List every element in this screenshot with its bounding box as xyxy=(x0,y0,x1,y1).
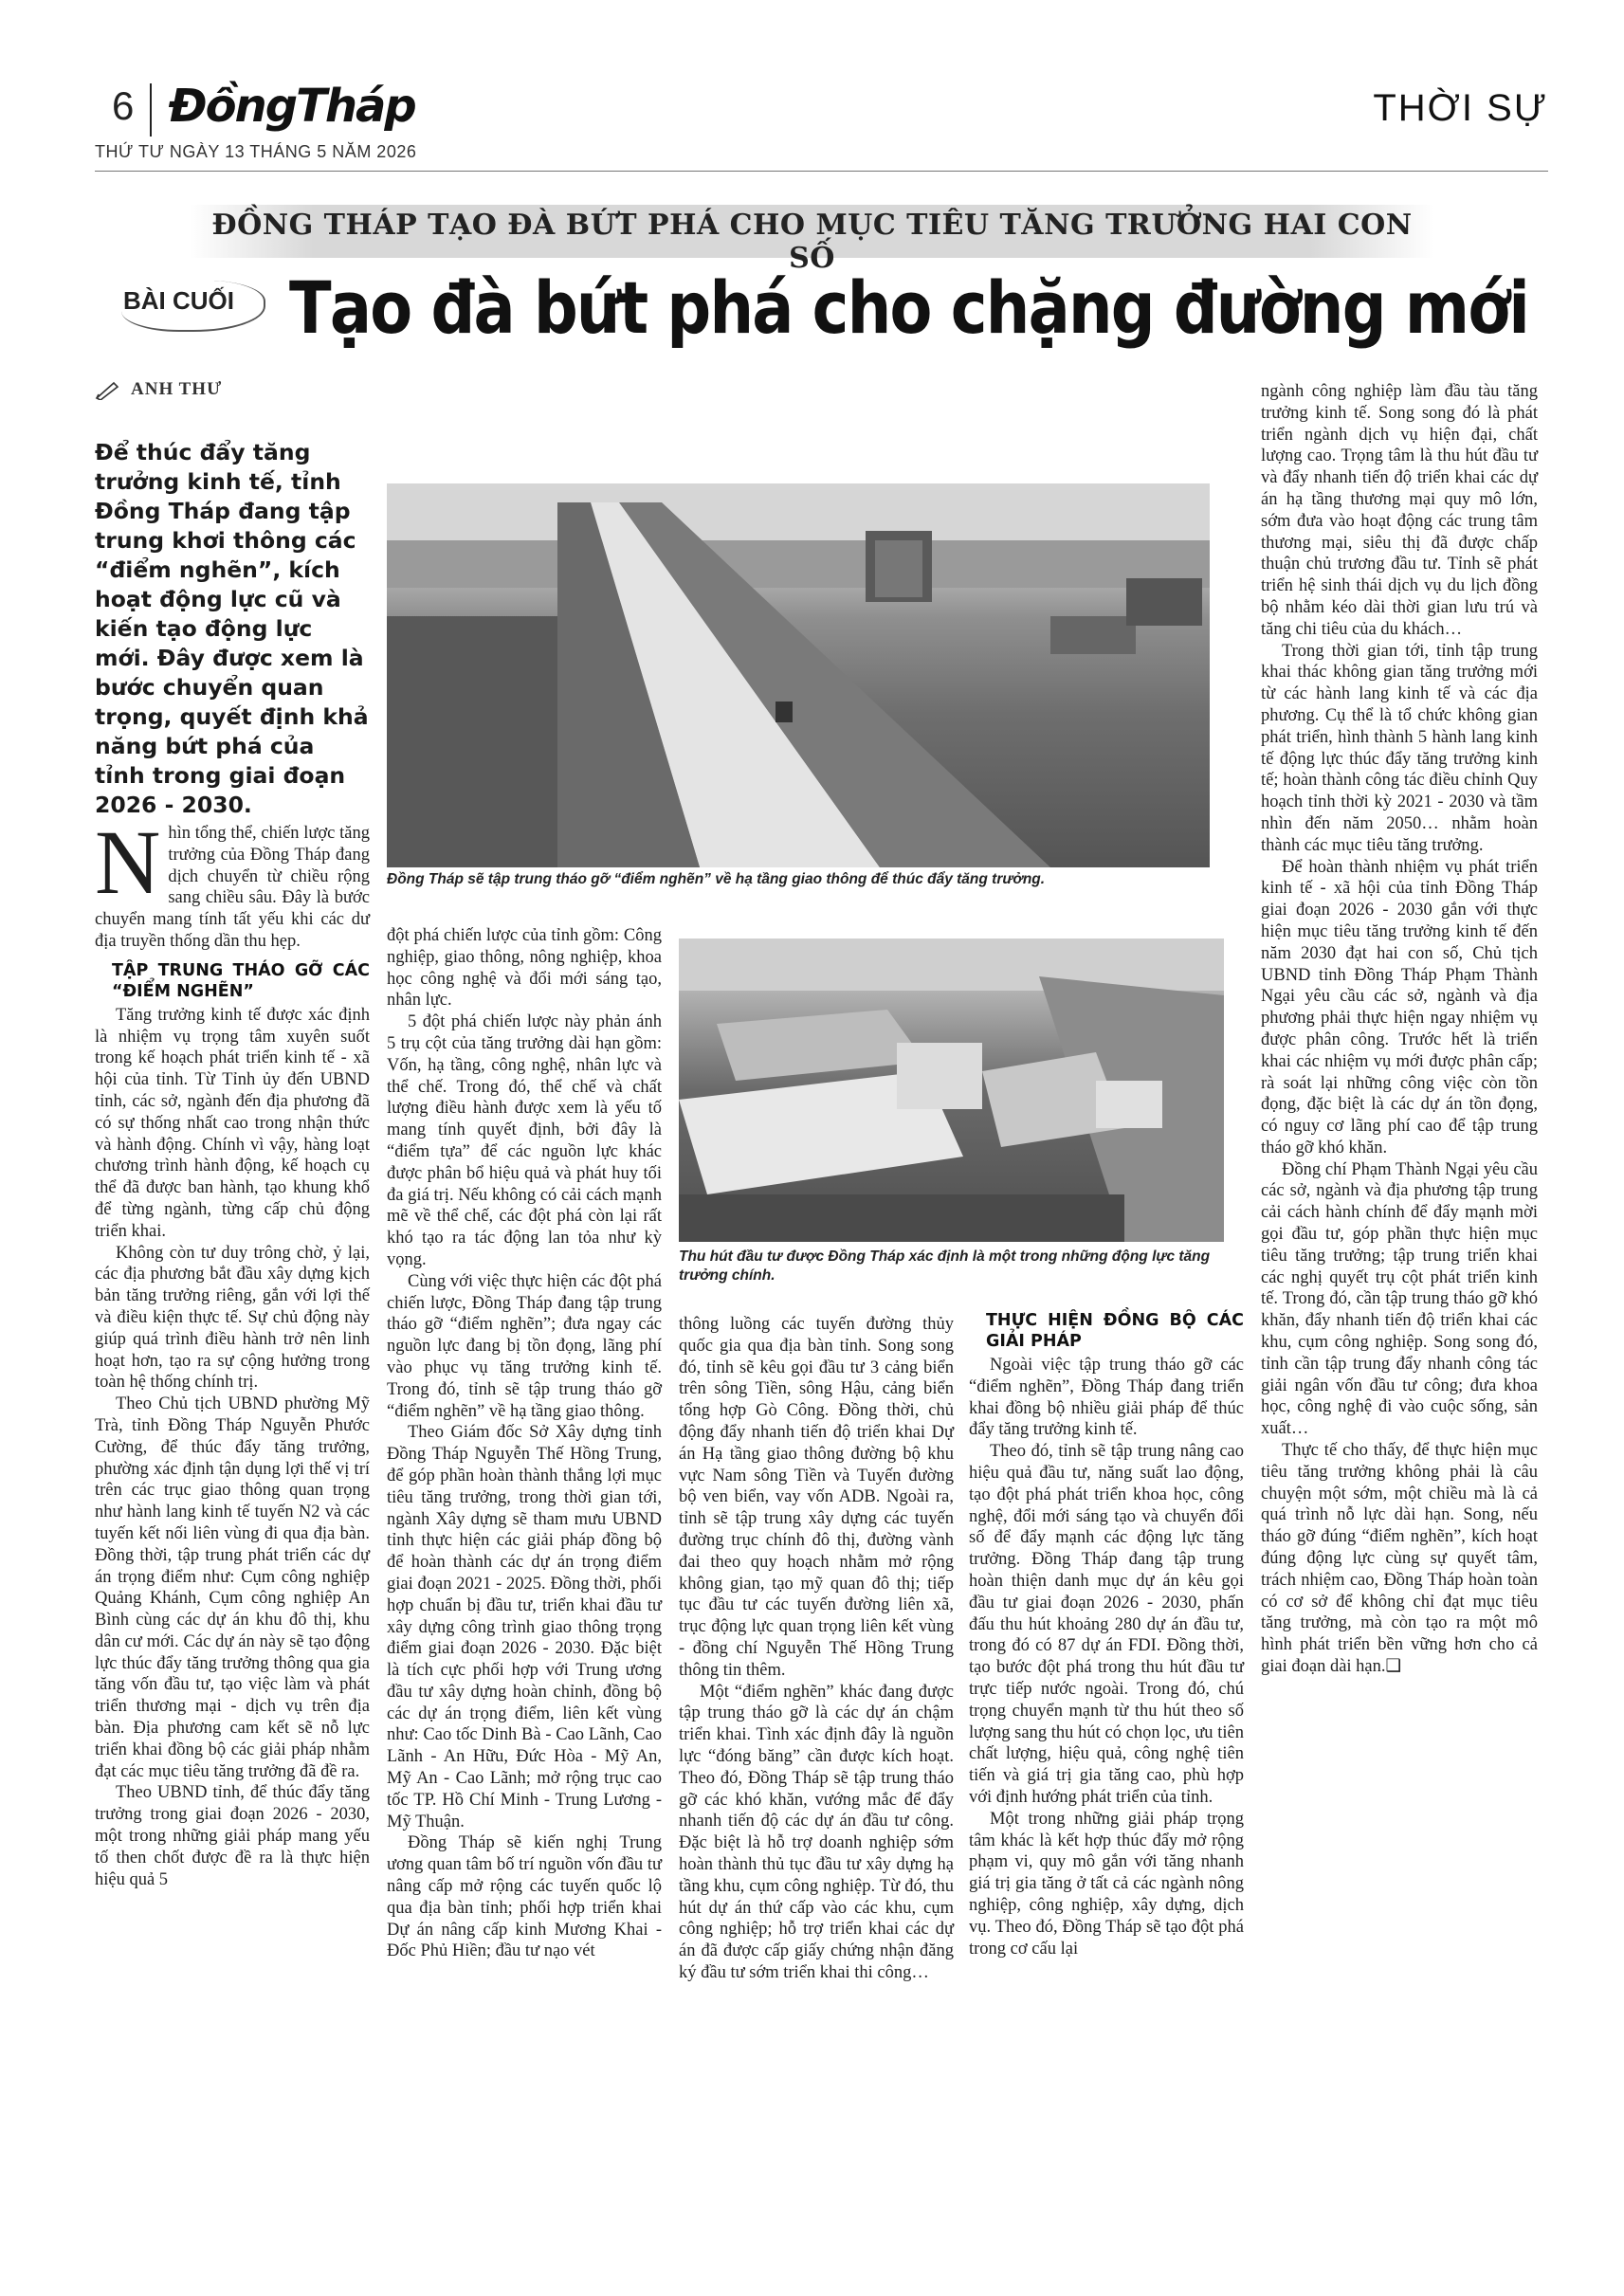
paragraph: 5 đột phá chiến lược này phản ánh 5 trụ cột của tăng trưởng dài hạn gồm: Vốn, hạ tầng, công nghệ, nhân lực và thể chế. Trong đó, thể chế và chất lượng điều hành được xem là yếu tố mang tính quyết định, bởi đây là “điểm tựa” để các nguồn lực khác được phân bổ hiệu quả và phát huy tối đa giá trị. Nếu không có cải cách mạnh mẽ về thể chế, các đột phá còn lại rất khó tạo ra tác động lan tỏa như kỳ vọng. xyxy=(387,1012,662,1269)
subhead-2: THỰC HIỆN ĐỒNG BỘ CÁC GIẢI PHÁP xyxy=(986,1311,1244,1351)
section-title: THỜI SỰ xyxy=(1373,87,1548,129)
paragraph: Để hoàn thành nhiệm vụ phát triển kinh tế - xã hội của tỉnh Đồng Tháp giai đoạn 2026 - 2030 gắn với thực hiện mục tiêu tăng trưởng kinh tế đến năm 2030 đạt hai con số, Chủ tịch UBND tỉnh Đồng Tháp Phạm Thành Ngại yêu cầu các sở, ngành và địa phương phải thực hiện ngay nhiệm vụ được phân công. Trước hết là triển khai các nhiệm vụ mới được phân cấp; rà soát lại những công việc còn tồn đọng, đặc biệt là các dự án tồn đọng, có nguy cơ lãng phí cao để tập trung tháo gỡ khó khăn. xyxy=(1261,857,1538,1157)
header-rule xyxy=(95,171,1548,172)
paragraph: đột phá chiến lược của tỉnh gồm: Công nghiệp, giao thông, nông nghiệp, khoa học công nghệ và đổi mới sáng tạo, nhân lực. xyxy=(387,926,662,1011)
paragraph: Theo Chủ tịch UBND phường Mỹ Trà, tỉnh Đồng Tháp Nguyễn Phước Cường, để thúc đẩy tăng trưởng, phường xác định tận dụng lợi thế vị trí trên các trục giao thông quan trọng như hành lang kinh tế tuyến N2 và các tuyến kết nối liên vùng đi qua địa bàn. Đồng thời, tập trung phát triển các dự án trọng điểm như: Cụm công nghiệp Quảng Khánh, Cụm công nghiệp An Bình cùng các dự án khu đô thị, khu dân cư mới. Các dự án này sẽ tạo động lực thúc đẩy tăng trưởng thông qua gia tăng vốn đầu tư, tạo việc làm và phát triển thương mại - dịch vụ trên địa bàn. Địa phương cam kết sẽ nỗ lực triển khai đồng bộ các giải pháp nhằm đạt các mục tiêu tăng trưởng đã đề ra. xyxy=(95,1394,370,1781)
road-photo-illustration xyxy=(387,483,1210,867)
series-label: BÀI CUỐI xyxy=(123,286,234,315)
photo-caption-road: Đồng Tháp sẽ tập trung tháo gỡ “điểm nghẽn” về hạ tầng giao thông để thúc đẩy tăng trưởng. xyxy=(387,871,1046,887)
paragraph: Một “điểm nghẽn” khác đang được tập trung tháo gỡ là các dự án chậm triển khai. Tình xác định đây là nguồn lực “đóng băng” cần được kích hoạt. Theo đó, Đồng Tháp sẽ tập trung tháo gỡ các khó khăn, vướng mắc để đẩy nhanh tiến độ các dự án đầu tư công. Đặc biệt là hỗ trợ doanh nghiệp sớm hoàn thành thủ tục đầu tư xây dựng hạ tầng khu, cụm công nghiệp. Từ đó, thu hút dự án thứ cấp vào các khu, cụm công nghiệp; hỗ trợ triển khai các dự án đã được cấp giấy chứng nhận đăng ký đầu tư sớm triển khai thi công… xyxy=(679,1682,954,1982)
column-3 xyxy=(679,1314,954,1984)
paragraph: Đồng Tháp sẽ kiến nghị Trung ương quan tâm bố trí nguồn vốn đầu tư nâng cấp mở rộng các tuyến quốc lộ qua địa bàn tỉnh; phối hợp triển khai Dự án nâng cấp kinh Mương Khai - Đốc Phủ Hiền; đầu tư nạo vét xyxy=(387,1833,662,1961)
header-divider xyxy=(150,83,152,137)
pen-icon xyxy=(95,379,121,400)
paragraph: ngành công nghiệp làm đầu tàu tăng trưởng kinh tế. Song song đó là phát triển ngành dịch vụ hiện đại, chất lượng cao. Trọng tâm là thu hút đầu tư và đẩy nhanh tiến độ triển khai các dự án hạ tầng thương mại quy mô lớn, sớm đưa vào hoạt động các trung tâm thương mại, siêu thị đã được chấp thuận chủ trương đầu tư. Tỉnh sẽ phát triển hệ sinh thái dịch vụ du lịch đồng bộ nhằm kéo dài thời gian lưu trú và tăng chi tiêu của du khách… xyxy=(1261,382,1538,639)
newspaper-logo: ĐồngTháp xyxy=(169,80,415,133)
paragraph: Tăng trưởng kinh tế được xác định là nhiệm vụ trọng tâm xuyên suốt trong kế hoạch phát triển kinh tế - xã hội của tỉnh. Từ Tỉnh ủy đến UBND tỉnh, các sở, ngành đến địa phương đã có sự thống nhất cao trong nhận thức và hành động. Chính vì vậy, hàng loạt chương trình hành động, kế hoạch cụ thể đã được ban hành, tạo khung khổ để từng ngành, từng cấp chủ động triển khai. xyxy=(95,1005,370,1241)
headline: Tạo đà bứt phá cho chặng đường mới xyxy=(289,265,1529,350)
paragraph: thông luồng các tuyến đường thủy quốc gia qua địa bàn tỉnh. Song song đó, tỉnh sẽ kêu gọi đầu tư 3 cảng biển trên sông Tiền, sông Hậu, cảng biển tổng hợp Gò Công. Đồng thời, chủ động đẩy nhanh tiến độ triển khai Dự án Hạ tầng giao thông đường bộ khu vực Nam sông Tiền và Tuyến đường bộ ven biển, vay vốn ADB. Ngoài ra, tỉnh sẽ tập trung xây dựng các tuyến đường trục chính đô thị, đường vành đai theo quy hoạch nhằm mở rộng không gian, tạo mỹ quan đô thị; tiếp tục đầu tư các tuyến đường liên xã, trục động lực quan trọng liên kết vùng - đồng chí Nguyễn Thế Hồng Trung thông tin thêm. xyxy=(679,1315,954,1680)
subhead-1: TẬP TRUNG THÁO GỠ CÁC “ĐIỂM NGHẼN” xyxy=(112,960,370,1001)
issue-date: THỨ TƯ NGÀY 13 THÁNG 5 NĂM 2026 xyxy=(95,142,417,161)
paragraph: Theo Giám đốc Sở Xây dựng tỉnh Đồng Tháp Nguyễn Thế Hồng Trung, để góp phần hoàn thành thắng lợi mục tiêu tăng trưởng, trong thời gian tới, ngành Xây dựng sẽ tham mưu UBND tỉnh thực hiện các giải pháp đồng bộ để hoàn thành các dự án trọng điểm giai đoạn 2021 - 2025. Đồng thời, phối hợp chuẩn bị đầu tư, triển khai đầu tư xây dựng công trình giao thông trọng điểm giai đoạn 2026 - 2030. Đặc biệt là tích cực phối hợp với Trung ương đầu tư xây dựng hoàn chỉnh, đồng bộ các dự án trọng điểm, liên kết vùng như: Cao tốc Dinh Bà - Cao Lãnh, Cao Lãnh - An Hữu, Đức Hòa - Mỹ An, Mỹ An - Cao Lãnh; mở rộng trục cao tốc TP. Hồ Chí Minh - Trung Lương - Mỹ Thuận. xyxy=(387,1423,662,1831)
kicker: ĐỒNG THÁP TẠO ĐÀ BỨT PHÁ CHO MỤC TIÊU TĂNG TRƯỞNG HAI CON SỐ xyxy=(211,209,1413,275)
column-5 xyxy=(1261,381,1538,1678)
byline: ANH THƯ xyxy=(131,379,223,399)
paragraph: Theo đó, tỉnh sẽ tập trung nâng cao hiệu quả đầu tư, năng suất lao động, tạo đột phá phát triển khoa học, công nghệ, đổi mới sáng tạo và chuyển đổi số để đẩy mạnh các động lực tăng trưởng. Đồng Tháp đang tập trung hoàn thiện danh mục dự án kêu gọi đầu tư giai đoạn 2026 - 2030, phấn đấu thu hút khoảng 280 dự án đầu tư, trong đó có 87 dự án FDI. Đồng thời, tạo bước đột phá trong thu hút đầu tư trực tiếp nước ngoài. Trong đó, chú trọng chuyển mạnh từ thu hút theo số lượng sang thu hút có chọn lọc, ưu tiên chất lượng, hiệu quả, công nghệ tiên tiến và giá trị gia tăng cao, phù hợp với định hướng phát triển của tỉnh. xyxy=(969,1442,1244,1807)
sapo: Để thúc đẩy tăng trưởng kinh tế, tỉnh Đồng Tháp đang tập trung khơi thông các “điểm nghẽn”, kích hoạt động lực cũ và kiến tạo động lực mới. Đây được xem là bước chuyển quan trọng, quyết định khả năng bứt phá của tỉnh trong giai đoạn 2026 - 2030. xyxy=(95,439,369,818)
intro-paragraph: hìn tổng thể, chiến lược tăng trưởng của Đồng Tháp đang dịch chuyển từ chiều rộng sang chiều sâu. Đây là bước chuyển mang tính tất yếu khi các dư địa truyền thống dần thu hẹp. xyxy=(95,824,370,951)
paragraph: Đồng chí Phạm Thành Ngại yêu cầu các sở, ngành và địa phương tập trung cải cách hành chính để đẩy mạnh mời gọi đầu tư, góp phần thực hiện mục tiêu tăng trưởng; tập trung triển khai các nghị quyết trụ cột phát triển kinh tế. Trong đó, cần tập trung tháo gỡ khó khăn, đẩy nhanh tiến độ triển khai các khu, cụm công nghiệp. Song song đó, tỉnh cần tập trung đẩy nhanh công tác giải ngân vốn đầu tư công; đưa khoa học, công nghệ đi vào cuộc sống, sản xuất… xyxy=(1261,1159,1538,1439)
factory-photo-illustration xyxy=(679,938,1224,1242)
paragraph: Ngoài việc tập trung tháo gỡ các “điểm nghẽn”, Đồng Tháp đang triển khai đồng bộ nhiều giải pháp để thúc đẩy tăng trưởng kinh tế. xyxy=(969,1356,1244,1440)
photo-caption-industry: Thu hút đầu tư được Đồng Tháp xác định là một trong những động lực tăng trưởng chính. xyxy=(679,1248,1211,1284)
paragraph: Không còn tư duy trông chờ, ỷ lại, các địa phương bắt đầu xây dựng kịch bản tăng trưởng riêng, gắn với lợi thế và điều kiện thực tế. Sự chủ động này giúp quá trình điều hành trở nên linh hoạt hơn, tạo ra sự cộng hưởng trong toàn hệ thống chính trị. xyxy=(95,1243,370,1393)
photo-industrial-park xyxy=(679,938,1224,1242)
page-number: 6 xyxy=(112,83,135,128)
paragraph: Trong thời gian tới, tỉnh tập trung khai thác không gian tăng trưởng mới từ các hành lang kinh tế và các địa phương. Cụ thể là tổ chức không gian phát triển, hình thành 5 hành lang kinh tế động lực thúc đẩy tăng trưởng kinh tế; hoàn thành công tác điều chỉnh Quy hoạch tỉnh thời kỳ 2021 - 2030 và tầm nhìn đến năm 2050… nhằm hoàn thành các mục tiêu tăng trưởng. xyxy=(1261,641,1538,855)
photo-road xyxy=(387,483,1210,867)
column-4 xyxy=(969,1310,1244,1959)
column-1 xyxy=(95,811,370,1890)
paragraph: Một trong những giải pháp trọng tâm khác là kết hợp thúc đẩy mở rộng phạm vi, quy mô gắn với tăng nhanh giá trị gia tăng ở tất cả các ngành nông nghiệp, công nghiệp, xây dựng, dịch vụ. Theo đó, Đồng Tháp sẽ tạo đột phá trong cơ cấu lại xyxy=(969,1809,1244,1959)
paragraph: Thực tế cho thấy, để thực hiện mục tiêu tăng trưởng không phải là câu chuyện một sớm, một chiều mà là cả quá trình nỗ lực dài hạn. Song, nếu tháo gỡ đúng “điểm nghẽn”, kích hoạt đúng động lực cùng sự quyết tâm, trách nhiệm cao, Đồng Tháp hoàn toàn có cơ sở để không chỉ đạt mục tiêu tăng trưởng, mà còn tạo ra một mô hình phát triển bền vững hơn cho cả giai đoạn dài hạn.❑ xyxy=(1261,1441,1538,1677)
column-2 xyxy=(387,925,662,1962)
paragraph: Theo UBND tỉnh, để thúc đẩy tăng trưởng trong giai đoạn 2026 - 2030, một trong những giải pháp mang yếu tố then chốt được đề ra là thực hiện hiệu quả 5 xyxy=(95,1783,370,1889)
dropcap: N xyxy=(95,811,161,913)
paragraph: Cùng với việc thực hiện các đột phá chiến lược, Đồng Tháp đang tập trung tháo gỡ “điểm nghẽn”; đưa ngay các nguồn lực đang bị tồn đọng, lãng phí vào phục vụ tăng trưởng kinh tế. Trong đó, tỉnh sẽ tập trung tháo gỡ “điểm nghẽn” về hạ tầng giao thông. xyxy=(387,1271,662,1421)
